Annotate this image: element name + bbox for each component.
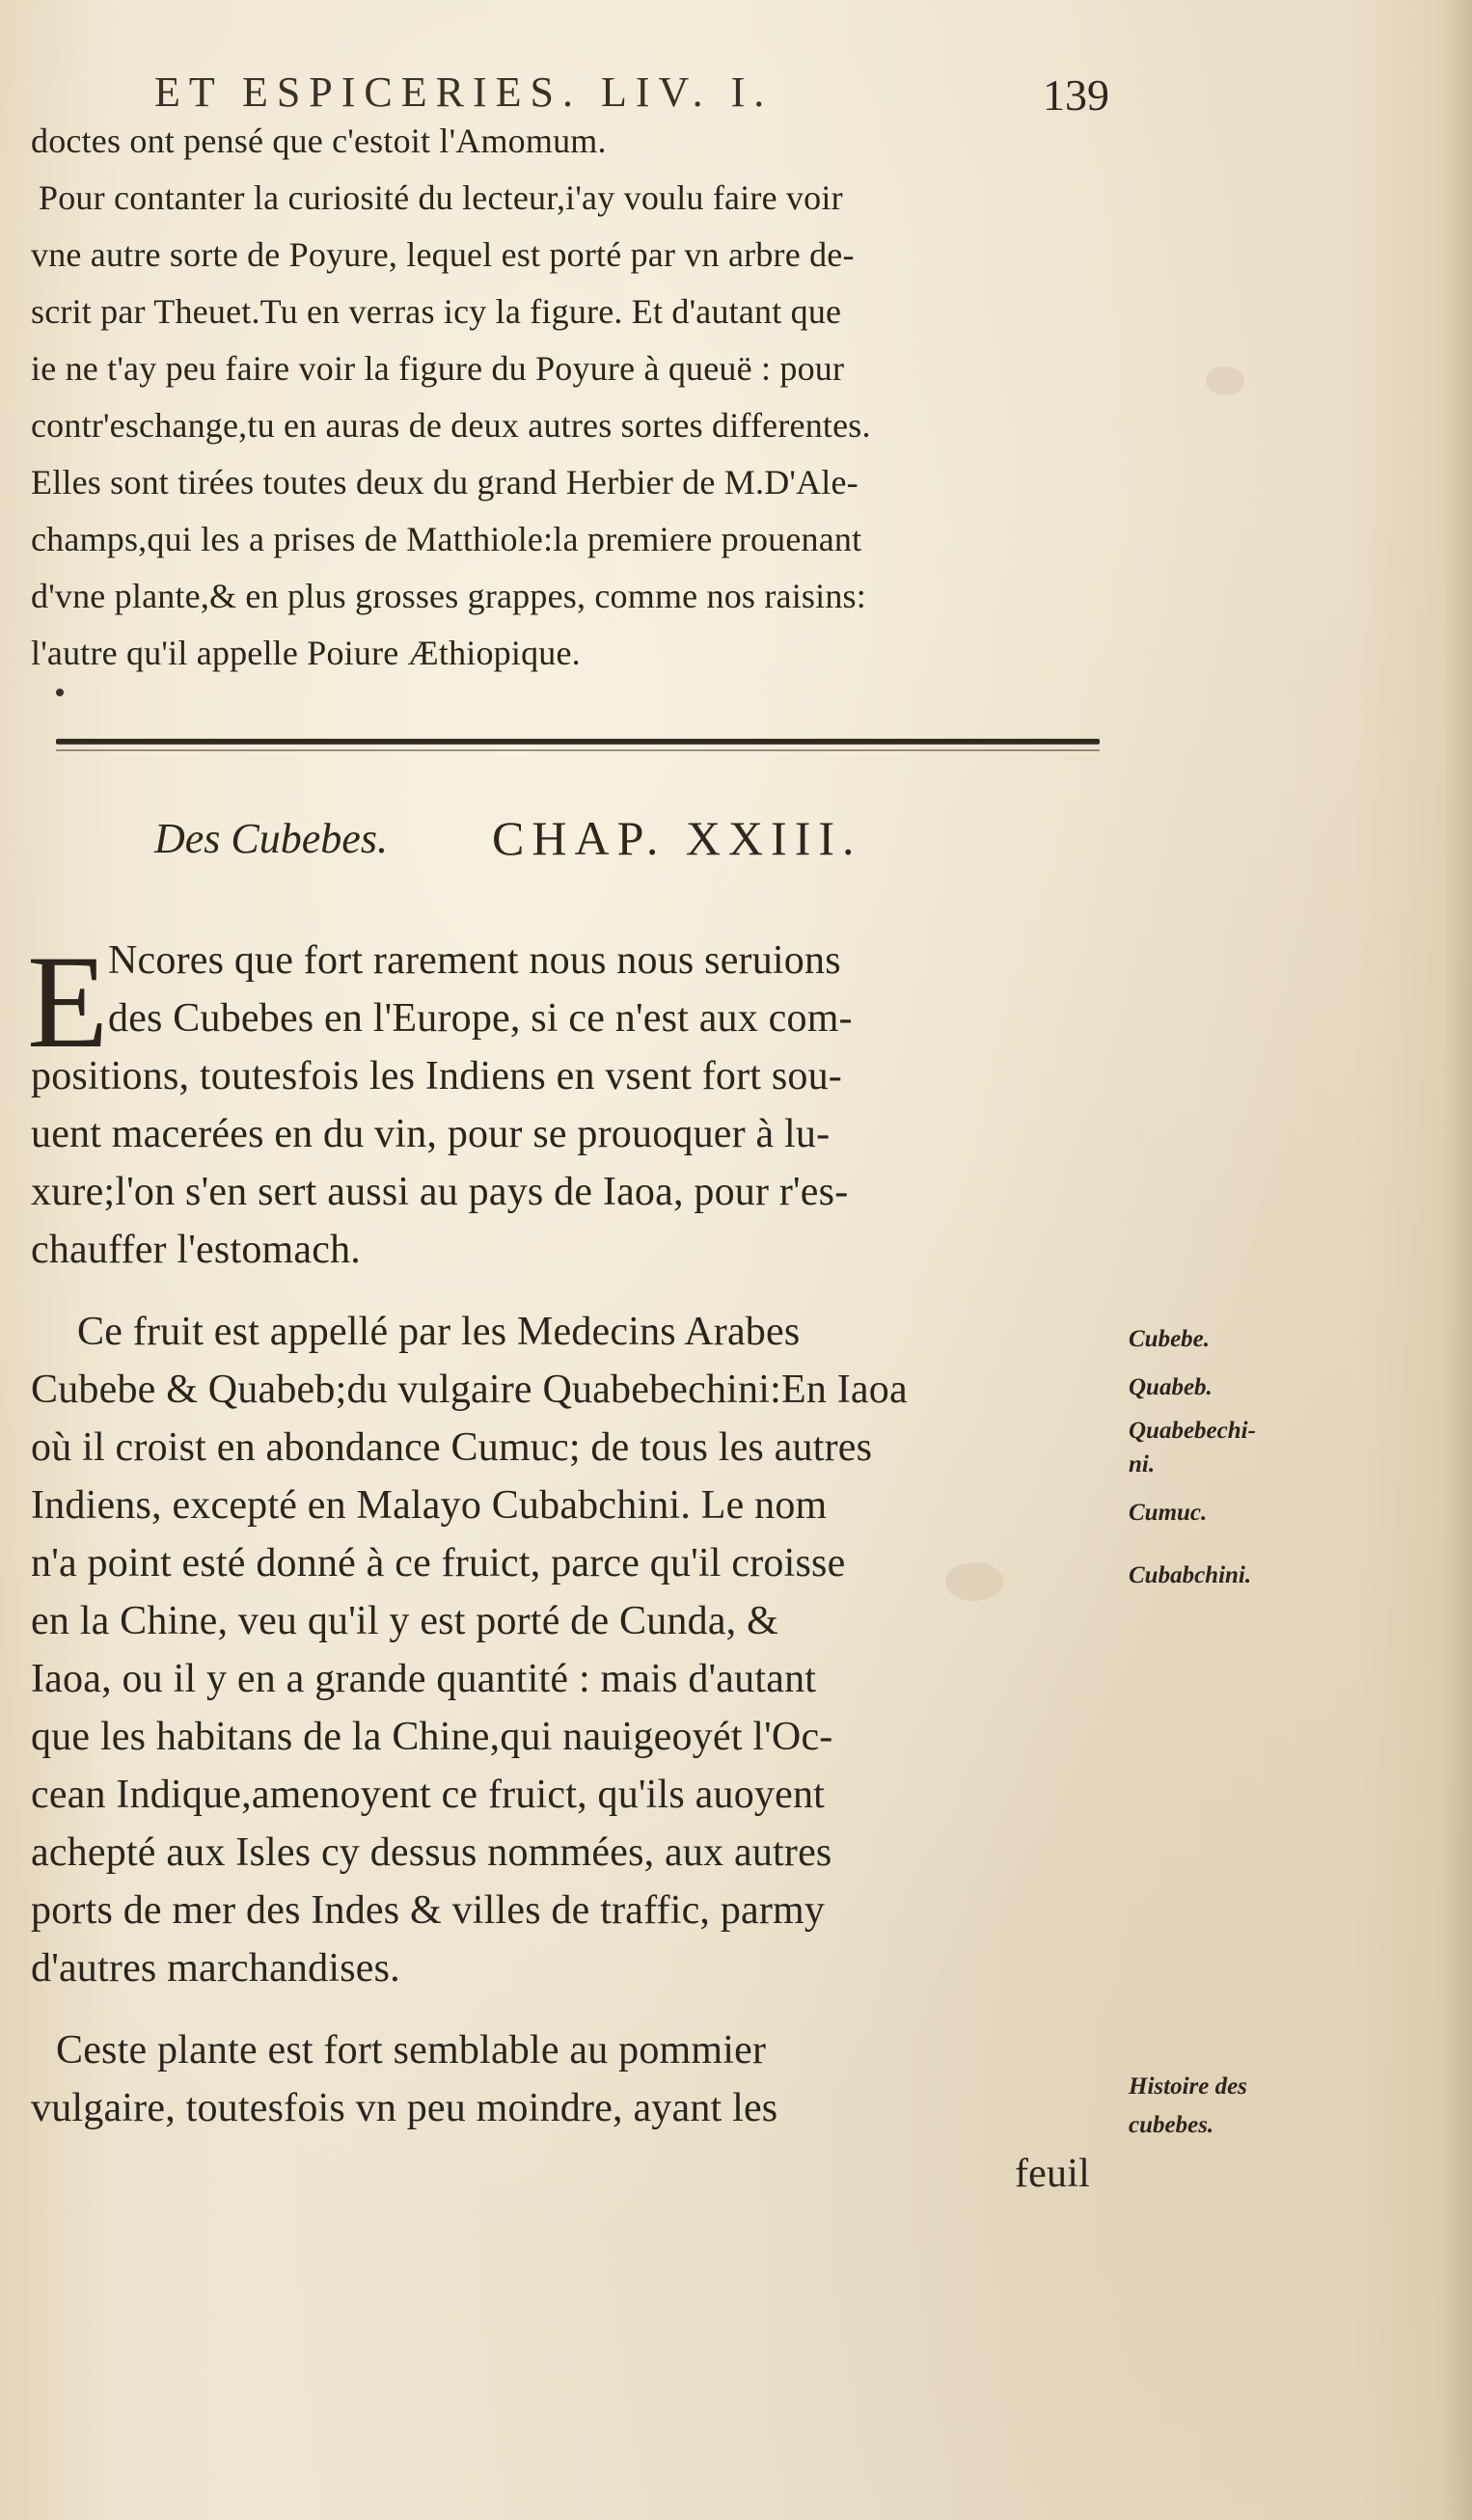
text-line: n'a point esté donné à ce fruict, parce qu'il croisse (31, 1541, 846, 1585)
text-line: chauffer l'estomach. (31, 1228, 361, 1272)
text-line: ie ne t'ay peu faire voir la figure du Poyure à queuë : pour (31, 349, 845, 388)
margin-note: Cubebe. (1129, 1326, 1211, 1352)
text-line: Pour contanter la curiosité du lecteur,i'ay voulu faire voir (39, 178, 843, 217)
text-line: en la Chine, veu qu'il y est porté de Cunda, & (31, 1599, 778, 1643)
printer-mark (56, 689, 64, 696)
text-line: vne autre sorte de Poyure, lequel est porté par vn arbre de- (31, 235, 855, 274)
paper-stain (1206, 366, 1244, 395)
page-fold-shadow (1443, 0, 1472, 2520)
text-line: des Cubebes en l'Europe, si ce n'est aux com- (108, 996, 853, 1041)
margin-note: ni. (1129, 1451, 1156, 1477)
text-line: positions, toutesfois les Indiens en vsent fort sou- (31, 1054, 842, 1098)
text-line: d'autres marchandises. (31, 1946, 400, 1991)
text-line: scrit par Theuet.Tu en verras icy la figure. Et d'autant que (31, 292, 842, 331)
margin-note: Cumuc. (1129, 1500, 1208, 1526)
running-header (154, 58, 1109, 125)
text-line: l'autre qu'il appelle Poiure Æthiopique. (31, 634, 581, 672)
text-line: Ceste plante est fort semblable au pommier (56, 2028, 767, 2073)
section-divider-thin (56, 749, 1100, 751)
text-line: contr'eschange,tu en auras de deux autres sortes differentes. (31, 406, 871, 445)
text-line: Ce fruit est appellé par les Medecins Arabes (77, 1310, 801, 1354)
margin-note: Quabeb. (1129, 1374, 1213, 1400)
text-line: xure;l'on s'en sert aussi au pays de Iaoa, pour r'es- (31, 1170, 849, 1214)
text-line: Cubebe & Quabeb;du vulgaire Quabebechini:En Iaoa (31, 1368, 908, 1412)
section-divider (56, 739, 1100, 745)
margin-note: Quabebechi- (1129, 1418, 1256, 1444)
page-number: 139 (1043, 70, 1109, 120)
text-line: uent macerées en du vin, pour se prouoquer à lu- (31, 1112, 831, 1156)
margin-note: Cubabchini. (1129, 1562, 1252, 1588)
text-line: Elles sont tirées toutes deux du grand Herbier de M.D'Ale- (31, 463, 859, 501)
text-line: ports de mer des Indes & villes de traffic, parmy (31, 1888, 826, 1933)
text-line: vulgaire, toutesfois vn peu moindre, ayant les (31, 2086, 778, 2130)
margin-note: cubebes. (1129, 2112, 1214, 2138)
text-line: doctes ont pensé que c'estoit l'Amomum. (31, 122, 607, 160)
text-line: où il croist en abondance Cumuc; de tous les autres (31, 1425, 873, 1470)
drop-cap: E (27, 928, 109, 1075)
paper-stain (945, 1562, 1003, 1601)
chapter-title: Des Cubebes. (154, 815, 388, 862)
text-line: Ncores que fort rarement nous nous seruions (108, 938, 841, 983)
catchword: feuil (1015, 2152, 1090, 2196)
text-line: que les habitans de la Chine,qui nauigeoyét l'Oc- (31, 1715, 833, 1759)
running-title: ET ESPICERIES. LIV. I. (154, 68, 774, 116)
text-line: champs,qui les a prises de Matthiole:la premiere prouenant (31, 520, 862, 558)
chapter-number: CHAP. XXIII. (492, 811, 862, 865)
chapter-heading (154, 808, 1022, 876)
text-line: cean Indique,amenoyent ce fruict, qu'ils auoyent (31, 1773, 826, 1817)
margin-note: Histoire des (1129, 2073, 1247, 2100)
text-line: Indiens, excepté en Malayo Cubabchini. Le nom (31, 1483, 828, 1528)
text-line: d'vne plante,& en plus grosses grappes, comme nos raisins: (31, 577, 866, 615)
text-line: Iaoa, ou il y en a grande quantité : mais d'autant (31, 1657, 817, 1701)
text-line: achepté aux Isles cy dessus nommées, aux autres (31, 1830, 832, 1875)
